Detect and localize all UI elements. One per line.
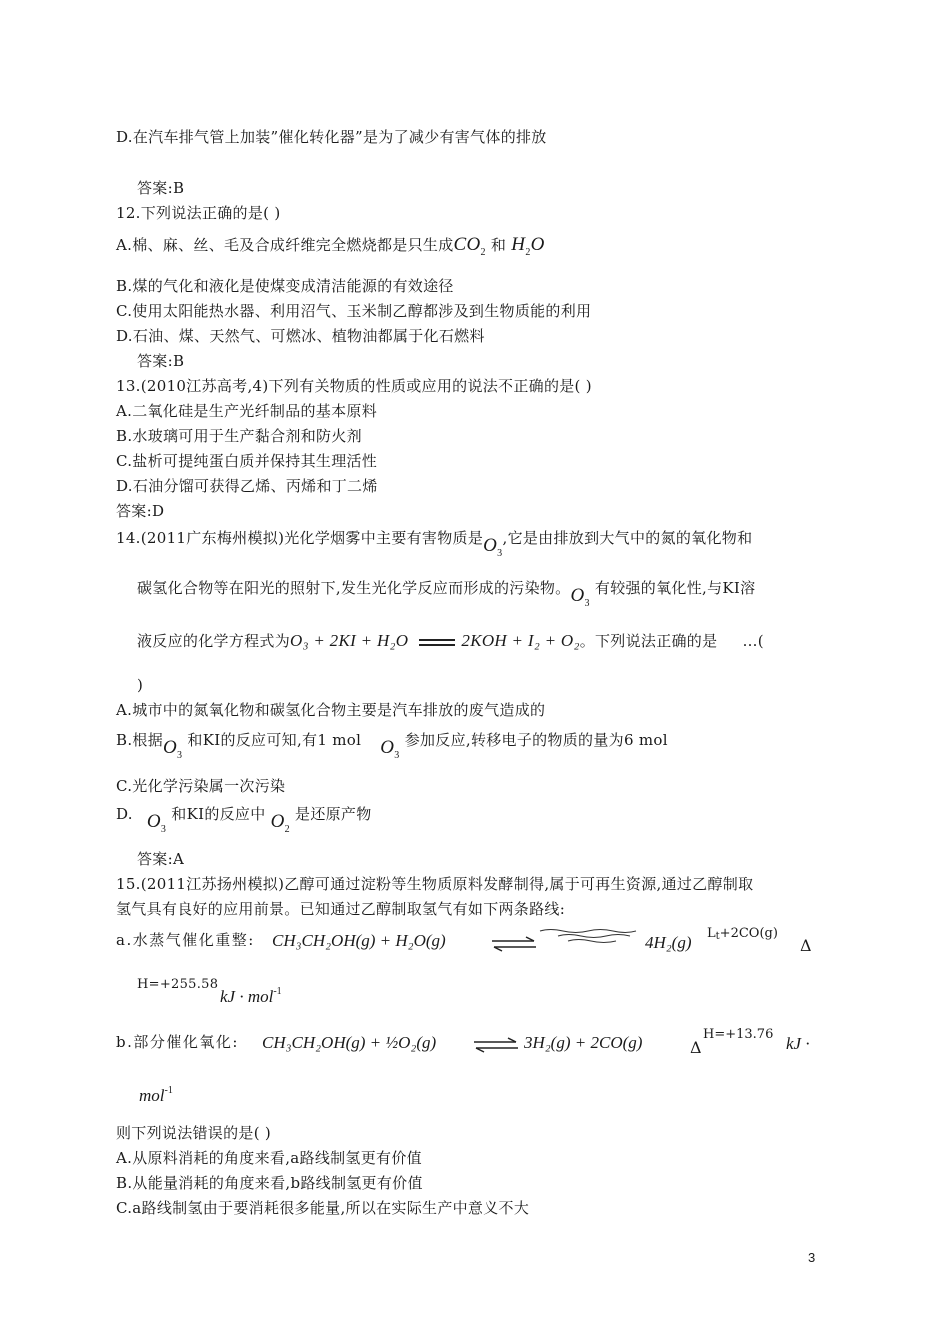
q15-question: 则下列说法错误的是( ) xyxy=(116,1124,272,1142)
q15-option-b: B.从能量消耗的角度来看,b路线制氢更有价值 xyxy=(116,1174,423,1192)
route-a-product-co: Lt+2CO(g) xyxy=(707,926,778,942)
q15-stem-line2: 氢气具有良好的应用前景。已知通过乙醇制取氢气有如下两条路线: xyxy=(116,900,566,918)
q15-stem-line1: 15.(2011江苏扬州模拟)乙醇可通过淀粉等生物质原料发酵制得,属于可再生资源,通过乙醇制取 xyxy=(116,875,754,893)
q15-option-c: C.a路线制氢由于要消耗很多能量,所以在实际生产中意义不大 xyxy=(116,1199,530,1217)
o2-formula: $O_2$ xyxy=(270,811,290,835)
reversible-arrow-icon xyxy=(490,936,538,952)
route-b-unit-mol: mol$^{-1}$ xyxy=(139,1085,173,1105)
h2o-formula: $H_2O$ xyxy=(511,234,545,258)
route-b-equation-left: CH₃CH₂OH(g) + ½O₂(g) xyxy=(262,1033,437,1052)
co2-formula: $CO_2$ xyxy=(453,234,486,258)
q12-option-a: A.棉、麻、丝、毛及合成纤维完全燃烧都是只生成$CO_2$ 和 $H_2O$ xyxy=(116,234,545,258)
q14-option-d: D. $O_3$ 和KI的反应中 $O_2$ 是还原产物 xyxy=(116,805,372,835)
o3-formula: $O_3$ xyxy=(163,737,183,761)
o3-formula: $O_3$ xyxy=(483,535,503,559)
q14-stem-line2: 碳氢化合物等在阳光的照射下,发生光化学反应而形成的污染物。$O_3$ 有较强的氧化性,与KI溶 xyxy=(137,579,756,609)
route-b-label: b.部分催化氧化: xyxy=(116,1033,239,1051)
q12-option-b: B.煤的气化和液化是使煤变成清洁能源的有效途径 xyxy=(116,277,454,295)
o3-formula: $O_3$ xyxy=(380,737,400,761)
route-b-equation-right: 3H₂(g) + 2CO(g) xyxy=(524,1033,643,1052)
delta-symbol: Δ xyxy=(800,936,812,955)
q12-stem: 12.下列说法正确的是( ) xyxy=(116,204,281,222)
q11-answer: 答案:B xyxy=(137,179,185,197)
q12-option-d: D.石油、煤、天然气、可燃冰、植物油都属于化石燃料 xyxy=(116,327,485,345)
q13-answer: 答案:D xyxy=(116,502,165,520)
q14-option-c: C.光化学污染属一次污染 xyxy=(116,777,286,795)
q13-option-d: D.石油分馏可获得乙烯、丙烯和丁二烯 xyxy=(116,477,378,495)
q14-option-b: B.根据$O_3$ 和KI的反应可知,有1 mol $O_3$ 参加反应,转移电子的物质的量为6 mol xyxy=(116,731,668,761)
route-a-enthalpy: H=+255.58 xyxy=(137,977,219,992)
equals-sign xyxy=(419,639,455,646)
delta-symbol: Δ xyxy=(690,1038,702,1057)
q14-option-a: A.城市中的氮氧化物和碳氢化合物主要是汽车排放的废气造成的 xyxy=(116,701,546,719)
route-a-label: a.水蒸气催化重整: xyxy=(116,931,255,949)
q14-equation-left: O₃ + 2KI + H₂O xyxy=(290,631,409,650)
q12-answer: 答案:B xyxy=(137,352,185,370)
page-number: 3 xyxy=(808,1250,816,1265)
reversible-arrow-icon xyxy=(472,1037,520,1053)
q14-answer: 答案:A xyxy=(137,850,185,868)
route-b-unit-kj: kJ · xyxy=(786,1034,810,1053)
catalyst-wavy-lines xyxy=(538,926,638,948)
q11-option-d: D.在汽车排气管上加装”催化转化器”是为了减少有害气体的排放 xyxy=(116,128,547,146)
q13-option-a: A.二氧化硅是生产光纤制品的基本原料 xyxy=(116,402,378,420)
route-a-equation-left: CH₃CH₂OH(g) + H₂O(g) xyxy=(272,931,446,950)
q13-option-c: C.盐析可提纯蛋白质并保持其生理活性 xyxy=(116,452,378,470)
o3-formula: $O_3$ xyxy=(146,811,167,835)
q14-stem-line3: 液反应的化学方程式为O₃ + 2KI + H₂O 2KOH + I₂ + O₂。下列说法正确的是 …( xyxy=(137,631,764,650)
route-a-equation-right: 4H₂(g) xyxy=(645,933,692,952)
route-b-enthalpy: H=+13.76 xyxy=(703,1027,774,1042)
q14-equation-right: 2KOH + I₂ + O₂ xyxy=(461,631,580,650)
route-a-unit: kJ · mol$^{-1}$ xyxy=(220,986,282,1006)
q13-option-b: B.水玻璃可用于生产黏合剂和防火剂 xyxy=(116,427,362,445)
q14-stem-line4: ) xyxy=(137,676,144,694)
q14-stem-line1: 14.(2011广东梅州模拟)光化学烟雾中主要有害物质是$O_3$,它是由排放到大气中的氮的氧化物和 xyxy=(116,529,753,559)
q15-option-a: A.从原料消耗的角度来看,a路线制氢更有价值 xyxy=(116,1149,422,1167)
q12-option-c: C.使用太阳能热水器、利用沼气、玉米制乙醇都涉及到生物质能的利用 xyxy=(116,302,592,320)
q13-stem: 13.(2010江苏高考,4)下列有关物质的性质或应用的说法不正确的是( ) xyxy=(116,377,592,395)
o3-formula: $O_3$ xyxy=(570,585,590,609)
